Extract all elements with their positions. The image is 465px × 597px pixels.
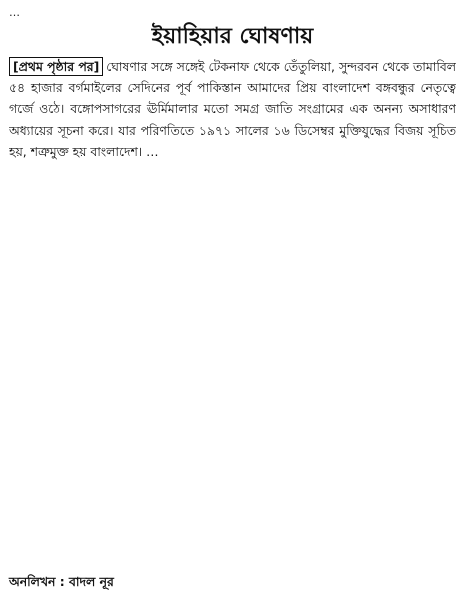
author-credit: অনলিখন : বাদল নূর [9,574,114,589]
article-heading: ইয়াহিয়ার ঘোষণায় [151,24,314,49]
continued-from-label: [প্রথম পৃষ্ঠার পর] [9,57,103,76]
previous-article-tail: … [9,6,20,19]
article-body [9,56,456,556]
article-paragraph: ঘোষণার সঙ্গে সঙ্গেই টেকনাফ থেকে তেঁতুলিয়া, সুন্দরবন থেকে তামাবিল ৫৪ হাজার বর্গমাইলের সেদিনের পূর্ব পাকিস্তান আমাদের প্রিয় বাংলাদেশ বঙ্গবন্ধুর নেতৃত্বে গর্জে ওঠে। বঙ্গোপসাগরের ঊর্মিমালার মতো সমগ্র জাতি সংগ্রামের এক অনন্য অসাধারণ অধ্যায়ের সূচনা করে। যার পরিণতিতে ১৯৭১ সালের ১৬ ডিসেম্বর মুক্তিযুদ্ধের বিজয় সূচিত হয়, শত্রুমুক্ত হয় বাংলাদেশ। … [9,59,456,159]
continued-from-text: প্রথম পৃষ্ঠার পর [18,59,94,74]
